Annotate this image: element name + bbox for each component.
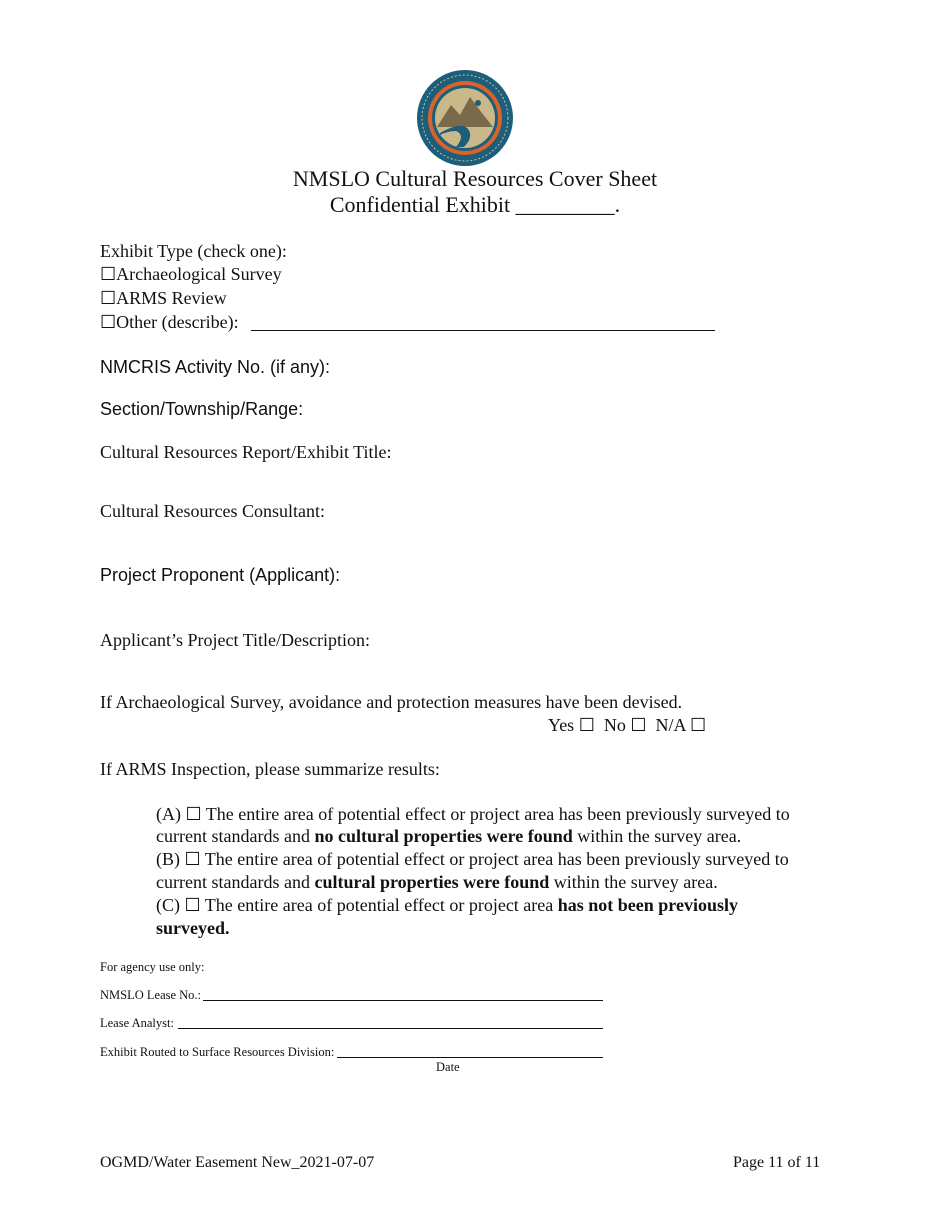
arms-option-b[interactable]: (B) ☐ The entire area of potential effect or project area has been previously surveyed to	[156, 849, 789, 869]
consultant-label: Cultural Resources Consultant:	[100, 501, 325, 521]
yes-checkbox[interactable]: Yes ☐	[548, 715, 595, 735]
nmslo-seal-logo	[416, 69, 514, 167]
project-title-label: Applicant’s Project Title/Description:	[100, 630, 370, 650]
document-subtitle: Confidential Exhibit _________.	[329, 192, 621, 217]
arms-option-a[interactable]: (A) ☐ The entire area of potential effect or project area has been previously surveyed to	[156, 804, 790, 824]
checkbox-icon[interactable]: ☐	[100, 312, 117, 332]
survey-question: If Archaeological Survey, avoidance and protection measures have been devised.	[100, 692, 683, 712]
routed-date-line[interactable]	[337, 1057, 603, 1058]
nmcris-label: NMCRIS Activity No. (if any):	[100, 357, 331, 377]
document-title: NMSLO Cultural Resources Cover Sheet	[292, 166, 658, 191]
checkbox-icon[interactable]: ☐	[100, 288, 117, 308]
lease-no-label: NMSLO Lease No.:	[100, 988, 202, 1002]
exhibit-type-label: Exhibit Type (check one):	[100, 241, 287, 261]
option-arms-review[interactable]: ☐ARMS Review	[100, 288, 227, 308]
arms-option-c-line2: surveyed.	[156, 918, 230, 938]
report-title-label: Cultural Resources Report/Exhibit Title:	[100, 442, 392, 462]
option-other[interactable]: ☐Other (describe):	[100, 312, 239, 332]
routed-label: Exhibit Routed to Surface Resources Division:	[100, 1045, 335, 1059]
lease-analyst-line[interactable]	[178, 1028, 603, 1029]
date-caption: Date	[436, 1060, 460, 1074]
footer-page-number: Page 11 of 11	[733, 1154, 821, 1171]
no-checkbox[interactable]: No ☐	[603, 715, 647, 735]
arms-label: If ARMS Inspection, please summarize results:	[100, 759, 440, 779]
lease-analyst-label: Lease Analyst:	[100, 1016, 174, 1030]
agency-use-heading: For agency use only:	[100, 960, 205, 974]
arms-option-c[interactable]: (C) ☐ The entire area of potential effect or project area has not been previously	[156, 895, 738, 915]
survey-answers	[548, 715, 706, 736]
section-township-range-label: Section/Township/Range:	[100, 399, 304, 419]
arms-option-a-line2: current standards and no cultural properties were found within the survey area.	[156, 826, 742, 846]
proponent-label: Project Proponent (Applicant):	[100, 565, 341, 585]
arms-option-b-line2: current standards and cultural properties were found within the survey area.	[156, 872, 718, 892]
option-archaeological-survey[interactable]: ☐Archaeological Survey	[100, 264, 282, 284]
checkbox-icon[interactable]: ☐	[100, 264, 117, 284]
na-checkbox[interactable]: N/A ☐	[655, 715, 707, 735]
other-describe-line[interactable]	[251, 330, 715, 331]
footer-doc-id: OGMD/Water Easement New_2021-07-07	[100, 1154, 375, 1171]
lease-no-line[interactable]	[203, 1000, 603, 1001]
exhibit-number-blank[interactable]: _________	[515, 192, 615, 217]
